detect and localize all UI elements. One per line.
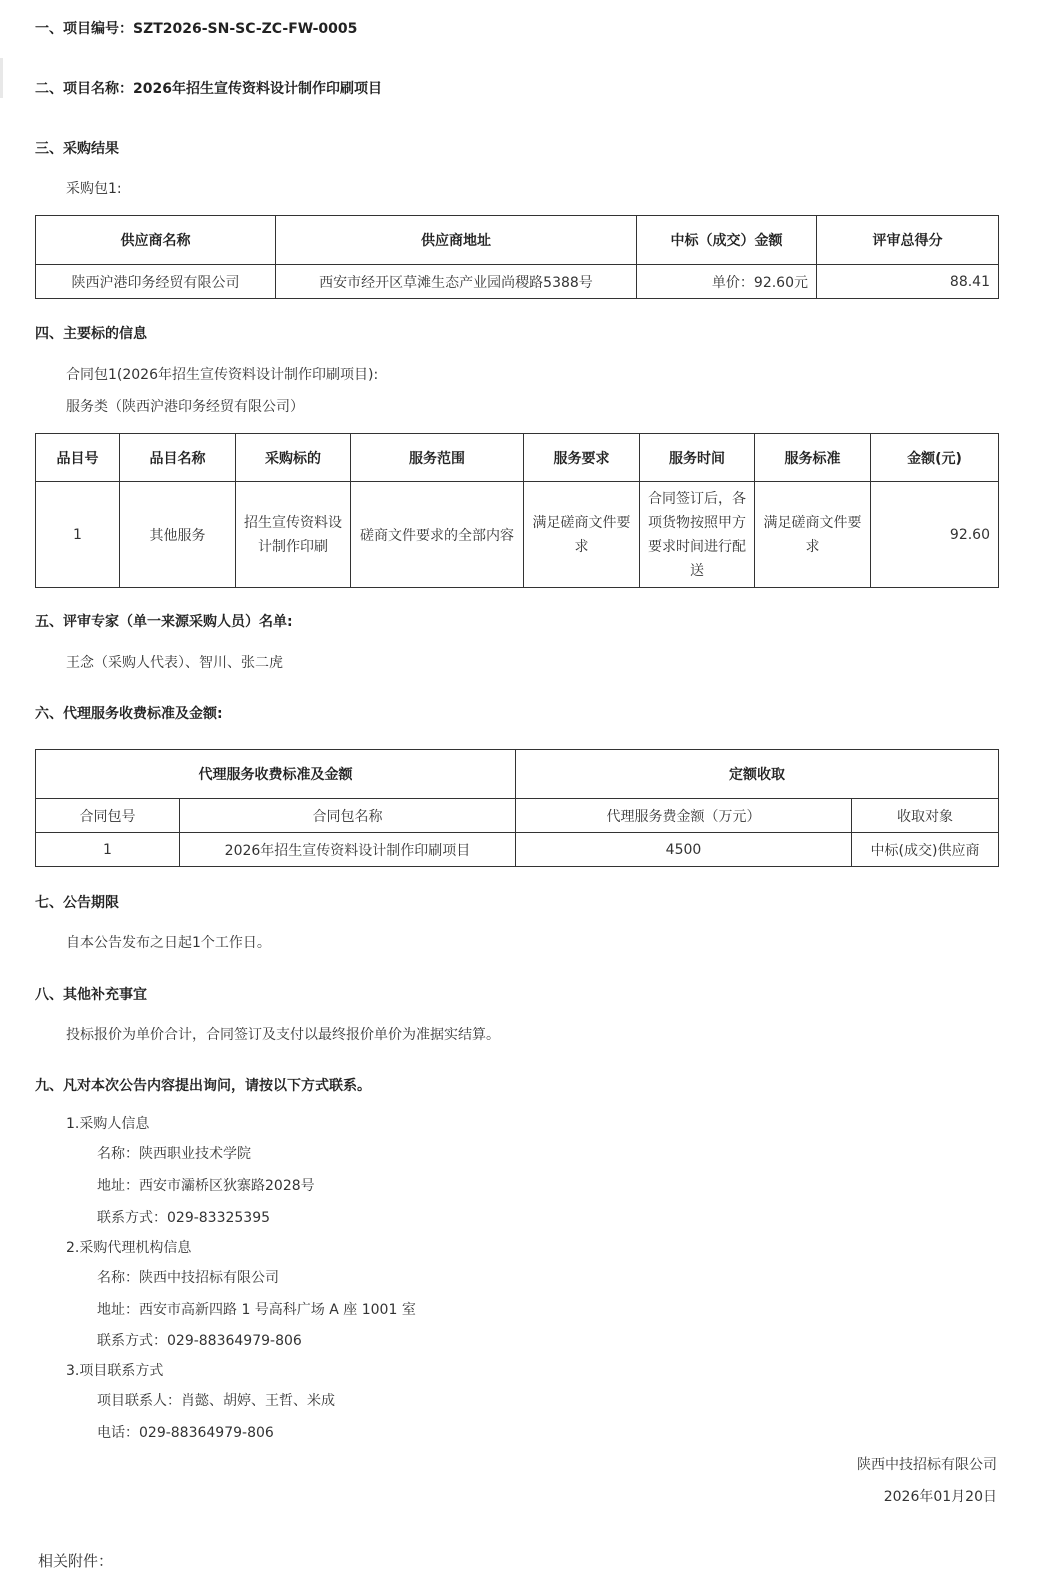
- service-category-label: 服务类（陕西沪港印务经贸有限公司）: [66, 399, 304, 415]
- project-name-value: 2026年招生宣传资料设计制作印刷项目: [133, 81, 382, 97]
- agency-cell-fee-amount: 4500: [516, 833, 852, 867]
- agency-fee-fixed-heading: 定额收取: [516, 750, 999, 799]
- items-header-subject: 采购标的: [236, 434, 351, 482]
- purchaser-name: 名称：陕西职业技术学院: [97, 1146, 251, 1162]
- agency-fee-header-row: [36, 799, 999, 833]
- section-heading-main-items: 四、主要标的信息: [35, 326, 147, 342]
- section-heading-experts: 五、评审专家（单一来源采购人员）名单:: [35, 614, 293, 630]
- purchaser-address: 地址：西安市灞桥区狄寨路2028号: [97, 1178, 315, 1194]
- agency-header-payer: 收取对象: [852, 799, 999, 833]
- supplementary-text: 投标报价为单价合计，合同签订及支付以最终报价单价为准据实结算。: [66, 1027, 500, 1043]
- announcement-period-text: 自本公告发布之日起1个工作日。: [66, 935, 271, 951]
- agency-header-fee-amount: 代理服务费金额（万元）: [516, 799, 852, 833]
- expert-names: 王念（采购人代表）、智川、张二虎: [66, 655, 283, 671]
- left-edge-shadow: [0, 58, 3, 98]
- agency-contact: 联系方式：029-88364979-806: [97, 1333, 302, 1349]
- results-cell-supplier: 陕西沪港印务经贸有限公司: [36, 265, 276, 299]
- items-cell-subject: 招生宣传资料设计制作印刷: [236, 482, 351, 588]
- items-header-amount: 金额(元): [871, 434, 999, 482]
- items-cell-amount: 92.60: [871, 482, 999, 588]
- project-name-label: 二、项目名称：: [35, 81, 133, 97]
- results-cell-score: 88.41: [817, 265, 999, 299]
- purchase-package-label: 采购包1:: [66, 181, 122, 197]
- table-row: [36, 833, 999, 867]
- table-row: [36, 265, 999, 299]
- section-heading-period: 七、公告期限: [35, 895, 119, 911]
- agency-cell-package-name: 2026年招生宣传资料设计制作印刷项目: [180, 833, 516, 867]
- results-cell-amount: 单价：92.60元: [637, 265, 817, 299]
- items-table: [35, 433, 999, 588]
- project-number-value: SZT2026-SN-SC-ZC-FW-0005: [133, 21, 358, 37]
- results-table: [35, 215, 999, 299]
- agency-fee-standard-heading: 代理服务收费标准及金额: [36, 750, 516, 799]
- items-cell-requirements: 满足磋商文件要求: [524, 482, 640, 588]
- section-heading-results: 三、采购结果: [35, 141, 119, 157]
- items-header-scope: 服务范围: [351, 434, 524, 482]
- agency-fee-top-row: [36, 750, 999, 799]
- items-table-header: [36, 434, 999, 482]
- agency-info-title: 2.采购代理机构信息: [66, 1240, 192, 1256]
- attachments-label: 相关附件：: [38, 1552, 114, 1570]
- project-number: [35, 19, 357, 39]
- items-cell-standard: 满足磋商文件要求: [755, 482, 871, 588]
- results-header-amount: 中标（成交）金额: [637, 216, 817, 265]
- results-cell-address: 西安市经开区草滩生态产业园尚稷路5388号: [276, 265, 637, 299]
- results-table-header: [36, 216, 999, 265]
- results-header-supplier: 供应商名称: [36, 216, 276, 265]
- signature-company: 陕西中技招标有限公司: [857, 1457, 997, 1473]
- agency-name: 名称：陕西中技招标有限公司: [97, 1270, 279, 1286]
- contract-package-label: 合同包1(2026年招生宣传资料设计制作印刷项目):: [66, 367, 379, 383]
- project-contact-people: 项目联系人：肖懿、胡婷、王哲、米成: [97, 1393, 335, 1409]
- purchaser-info-title: 1.采购人信息: [66, 1116, 150, 1132]
- project-contact-phone: 电话：029-88364979-806: [97, 1425, 274, 1441]
- project-name: [35, 79, 382, 99]
- purchaser-contact: 联系方式：029-83325395: [97, 1210, 271, 1226]
- results-header-score: 评审总得分: [817, 216, 999, 265]
- items-header-number: 品目号: [36, 434, 120, 482]
- items-cell-scope: 磋商文件要求的全部内容: [351, 482, 524, 588]
- agency-header-package-no: 合同包号: [36, 799, 180, 833]
- signature-date: 2026年01月20日: [883, 1489, 997, 1505]
- agency-cell-payer: 中标(成交)供应商: [852, 833, 999, 867]
- items-header-standard: 服务标准: [755, 434, 871, 482]
- agency-header-package-name: 合同包名称: [180, 799, 516, 833]
- agency-address: 地址：西安市高新四路 1 号高科广场 A 座 1001 室: [97, 1302, 416, 1318]
- table-row: [36, 482, 999, 588]
- section-heading-supplementary: 八、其他补充事宜: [35, 987, 147, 1003]
- section-heading-agency-fee: 六、代理服务收费标准及金额:: [35, 706, 223, 722]
- items-cell-number: 1: [36, 482, 120, 588]
- items-cell-time: 合同签订后，各项货物按照甲方要求时间进行配送: [640, 482, 755, 588]
- section-heading-contact: 九、凡对本次公告内容提出询问，请按以下方式联系。: [35, 1078, 371, 1094]
- items-cell-name: 其他服务: [120, 482, 236, 588]
- project-number-label: 一、项目编号：: [35, 21, 133, 37]
- items-header-time: 服务时间: [640, 434, 755, 482]
- project-contact-title: 3.项目联系方式: [66, 1363, 164, 1379]
- results-header-address: 供应商地址: [276, 216, 637, 265]
- items-header-requirements: 服务要求: [524, 434, 640, 482]
- agency-fee-table: [35, 749, 999, 867]
- items-header-name: 品目名称: [120, 434, 236, 482]
- agency-cell-package-no: 1: [36, 833, 180, 867]
